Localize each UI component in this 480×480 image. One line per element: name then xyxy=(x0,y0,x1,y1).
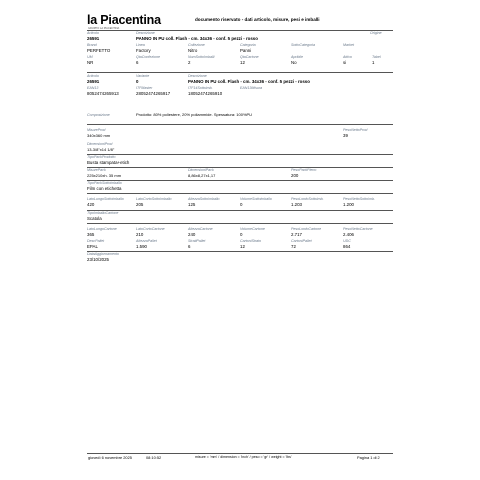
field-label: EAN13Misura xyxy=(240,86,263,90)
field-value: 39 xyxy=(343,133,348,138)
field-value: 6 xyxy=(136,60,139,65)
field-value: 0 xyxy=(240,202,243,207)
field-label: LatoLungoCartone xyxy=(87,227,117,231)
field-label: TipoPackProdotto xyxy=(87,155,116,159)
field-label: DescPallet xyxy=(87,239,105,243)
field-value: 365 xyxy=(87,232,95,237)
field-value: PERFETTO xyxy=(87,48,111,53)
field-value: 2 xyxy=(188,60,191,65)
field-value: 12 xyxy=(240,244,245,249)
field-label: ITF14Sottoimb. xyxy=(188,86,213,90)
divider xyxy=(87,30,393,31)
divider xyxy=(87,251,393,252)
field-label: UDC xyxy=(343,239,351,243)
field-label: SottoCategoria xyxy=(291,43,315,47)
divider xyxy=(87,193,393,194)
field-label: DataAggiornamento xyxy=(87,252,119,256)
field-label: PesoNettoCartone xyxy=(343,227,373,231)
field-value: NR xyxy=(87,60,94,65)
field-label: AltezzaSottoimballo xyxy=(188,197,220,201)
field-value: 205 xyxy=(136,202,144,207)
company-logo: la Piacentina xyxy=(87,13,161,27)
itf-master-value: 28052474265917 xyxy=(136,91,171,96)
divider xyxy=(87,154,393,155)
footer-units: misure = 'mm' / dimension = 'inch' / peso = 'gr' / weight = 'lbs' xyxy=(195,455,292,459)
field-value: 0 xyxy=(240,232,243,237)
field-label: Variante xyxy=(136,74,150,78)
field-label: ITFMaster xyxy=(136,86,153,90)
field-label: PesoNettoSottoimb. xyxy=(343,197,375,201)
field-value: Scatola xyxy=(87,216,102,221)
field-label: VolumeCartone xyxy=(240,227,265,231)
field-label: QtaCartone xyxy=(240,55,259,59)
itf14-value: 18052474265910 xyxy=(188,91,223,96)
field-label: Composizione xyxy=(87,113,110,117)
field-label: UM xyxy=(87,55,93,59)
field-label: Tabel xyxy=(372,55,381,59)
field-label: StratiPallet xyxy=(188,239,206,243)
field-value: 240 xyxy=(188,232,196,237)
footer-time: 08:10:52 xyxy=(146,455,162,460)
footer-date: giovedì 6 novembre 2025 xyxy=(88,455,132,460)
field-label: DimensioniPack xyxy=(188,168,214,172)
field-value: Film con etichetta xyxy=(87,186,122,191)
field-label: TipoImballoCartone xyxy=(87,211,119,215)
field-label: PesoNettoProd xyxy=(343,128,368,132)
article-description: PANNO IN PU coll. Flash - cm. 34x36 - conf. 5 pezzi - rosso xyxy=(188,79,310,84)
divider xyxy=(87,210,393,211)
field-label: DimensioniProd xyxy=(87,142,113,146)
field-value: Busta stampata+etich xyxy=(87,160,130,165)
field-label: MisurePack xyxy=(87,168,106,172)
field-label: LatoCortoCartone xyxy=(136,227,165,231)
divider xyxy=(87,180,393,181)
field-value: Panni xyxy=(240,48,252,53)
footer-page-number: Pagina 1 di 2 xyxy=(357,455,380,460)
article-code: 26591 xyxy=(87,36,100,41)
field-value: 1 xyxy=(372,60,375,65)
field-label: EAN13 xyxy=(87,86,99,90)
field-value: 225x210xh. 35 mm xyxy=(87,173,122,178)
field-label: PesoLordoCartone xyxy=(291,227,322,231)
field-label: PesoPackPieno xyxy=(291,168,317,172)
field-value: 6 xyxy=(188,244,191,249)
divider xyxy=(87,124,393,125)
field-label: AltezzaPallet xyxy=(136,239,157,243)
ean13-value: 8052474265913 xyxy=(87,91,119,96)
field-label: PesoLordoSottoimb. xyxy=(291,197,324,201)
field-value: si xyxy=(343,60,347,65)
variant-value: 0 xyxy=(136,79,139,84)
field-label: Brand xyxy=(87,43,97,47)
company-logo-subtitle: GRUPPO LA PIACENTINA xyxy=(88,27,120,30)
field-value: 72 xyxy=(291,244,296,249)
field-label: LatoLungoSottoimballo xyxy=(87,197,124,201)
divider xyxy=(87,167,393,168)
field-value: 420 xyxy=(87,202,95,207)
field-label: CartoniPallet xyxy=(291,239,312,243)
field-label: Descrizione xyxy=(188,74,207,78)
field-label: MisureProd xyxy=(87,128,106,132)
field-value: 13-3/8"x14 1/8" xyxy=(87,147,115,152)
divider xyxy=(87,223,393,224)
field-value: Nitro xyxy=(188,48,198,53)
field-value: 1.203 xyxy=(291,202,302,207)
field-value: 1.590 xyxy=(136,244,147,249)
field-label: NumSottoImballi xyxy=(188,55,215,59)
divider xyxy=(87,72,393,73)
composition-value: Prodotto: 80% poliestere, 20% poliammide. Spessatura: 100%PU xyxy=(136,112,253,117)
field-label: Attivo xyxy=(343,55,352,59)
field-label: Articolo xyxy=(87,31,99,35)
field-label: Collezione xyxy=(188,43,205,47)
field-label: Market xyxy=(343,43,354,47)
field-value: 1.200 xyxy=(343,202,354,207)
field-value: 340x360 mm xyxy=(87,133,111,138)
article-code: 26591 xyxy=(87,79,100,84)
field-value: 12 xyxy=(240,60,245,65)
document-title: documento riservato - dati articolo, misure, pesi e imballi xyxy=(195,17,320,22)
field-label: QtaConfezione xyxy=(136,55,160,59)
field-label: Descrizione xyxy=(136,31,155,35)
field-value: No xyxy=(291,60,297,65)
update-date-value: 23/10/2025 xyxy=(87,257,109,262)
field-label: TipoPackSottoimballo xyxy=(87,181,122,185)
field-value: Factory xyxy=(136,48,151,53)
field-label: Origine xyxy=(370,31,382,35)
field-label: AltezzaCartone xyxy=(188,227,213,231)
field-label: Articolo xyxy=(87,74,99,78)
field-label: Categoria xyxy=(240,43,256,47)
field-value: EPAL xyxy=(87,244,98,249)
footer-divider xyxy=(87,453,393,454)
field-value: 200 xyxy=(291,173,299,178)
field-label: CartoniStrato xyxy=(240,239,262,243)
field-label: VolumeSottoimballo xyxy=(240,197,272,201)
field-value: 8,86x8,27x1,17 xyxy=(188,173,216,178)
field-value: 2.406 xyxy=(343,232,354,237)
field-label: Linea xyxy=(136,43,145,47)
field-value: 2.717 xyxy=(291,232,302,237)
field-value: 125 xyxy=(188,202,196,207)
article-description: PANNO IN PU coll. Flash - cm. 34x36 - conf. 5 pezzi - rosso xyxy=(136,36,258,41)
field-value: 210 xyxy=(136,232,144,237)
field-label: LatoCortoSottoimballo xyxy=(136,197,172,201)
field-label: Apribile xyxy=(291,55,303,59)
field-value: 864 xyxy=(343,244,351,249)
